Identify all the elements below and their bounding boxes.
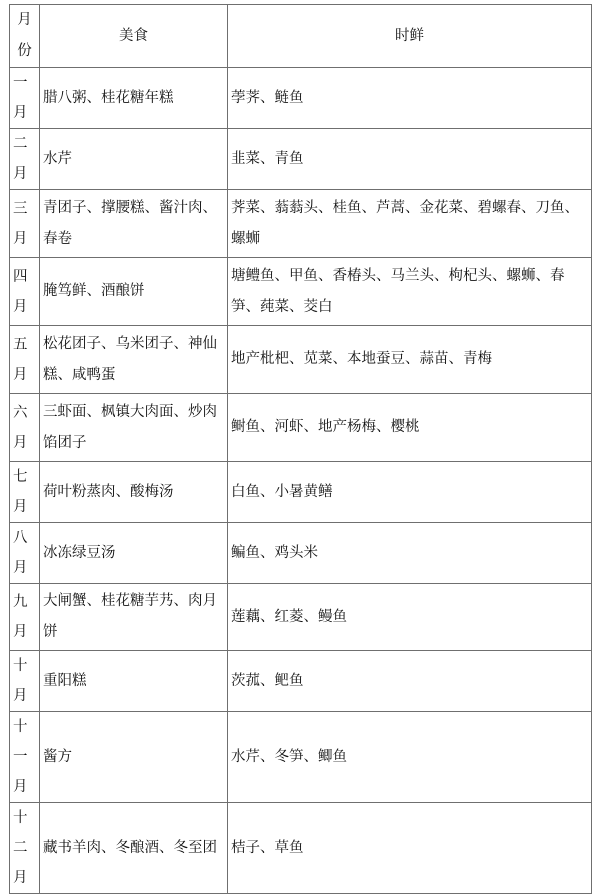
food-cell: 荷叶粉蒸肉、酸梅汤	[40, 462, 228, 523]
month-cell: 三月	[10, 190, 40, 258]
produce-cell: 韭菜、青鱼	[228, 129, 592, 190]
food-cell: 酱方	[40, 712, 228, 803]
food-cell: 大闸蟹、桂花糖芋艿、肉月饼	[40, 584, 228, 651]
produce-cell: 荠菜、蓊蓊头、桂鱼、芦蒿、金花菜、碧螺春、刀鱼、螺蛳	[228, 190, 592, 258]
header-food: 美食	[40, 5, 228, 68]
produce-cell: 塘鳢鱼、甲鱼、香椿头、马兰头、枸杞头、螺蛳、春笋、莼菜、茭白	[228, 258, 592, 326]
table-row	[10, 651, 592, 712]
produce-cell: 鲥鱼、河虾、地产杨梅、樱桃	[228, 394, 592, 462]
table-row	[10, 326, 592, 394]
table-row	[10, 68, 592, 129]
produce-cell: 茨菰、鲃鱼	[228, 651, 592, 712]
month-cell: 七月	[10, 462, 40, 523]
table-row	[10, 190, 592, 258]
table-row	[10, 129, 592, 190]
month-cell: 十月	[10, 651, 40, 712]
produce-cell: 白鱼、小暑黄鳝	[228, 462, 592, 523]
month-cell: 二月	[10, 129, 40, 190]
month-cell: 八月	[10, 523, 40, 584]
food-cell: 松花团子、乌米团子、神仙糕、咸鸭蛋	[40, 326, 228, 394]
produce-cell: 莲藕、红菱、鳗鱼	[228, 584, 592, 651]
food-cell: 腌笃鲜、酒酿饼	[40, 258, 228, 326]
table-row	[10, 258, 592, 326]
table-row	[10, 803, 592, 894]
food-cell: 三虾面、枫镇大肉面、炒肉馅团子	[40, 394, 228, 462]
food-cell: 藏书羊肉、冬酿酒、冬至团	[40, 803, 228, 894]
food-cell: 青团子、撑腰糕、酱汁肉、春卷	[40, 190, 228, 258]
food-cell: 冰冻绿豆汤	[40, 523, 228, 584]
food-cell: 水芹	[40, 129, 228, 190]
month-cell: 十一月	[10, 712, 40, 803]
food-cell: 重阳糕	[40, 651, 228, 712]
header-month: 月份	[10, 5, 40, 68]
table-row	[10, 394, 592, 462]
produce-cell: 荸荠、鲢鱼	[228, 68, 592, 129]
month-cell: 四月	[10, 258, 40, 326]
table-row	[10, 523, 592, 584]
table-row	[10, 462, 592, 523]
month-cell: 六月	[10, 394, 40, 462]
seasonal-food-table	[9, 4, 592, 894]
month-cell: 九月	[10, 584, 40, 651]
produce-cell: 桔子、草鱼	[228, 803, 592, 894]
header-row	[10, 5, 592, 68]
food-cell: 腊八粥、桂花糖年糕	[40, 68, 228, 129]
header-produce: 时鲜	[228, 5, 592, 68]
month-cell: 一月	[10, 68, 40, 129]
table-row	[10, 584, 592, 651]
table-row	[10, 712, 592, 803]
month-cell: 五月	[10, 326, 40, 394]
month-cell: 十二月	[10, 803, 40, 894]
produce-cell: 水芹、冬笋、鲫鱼	[228, 712, 592, 803]
produce-cell: 地产枇杷、苋菜、本地蚕豆、蒜苗、青梅	[228, 326, 592, 394]
produce-cell: 鳊鱼、鸡头米	[228, 523, 592, 584]
